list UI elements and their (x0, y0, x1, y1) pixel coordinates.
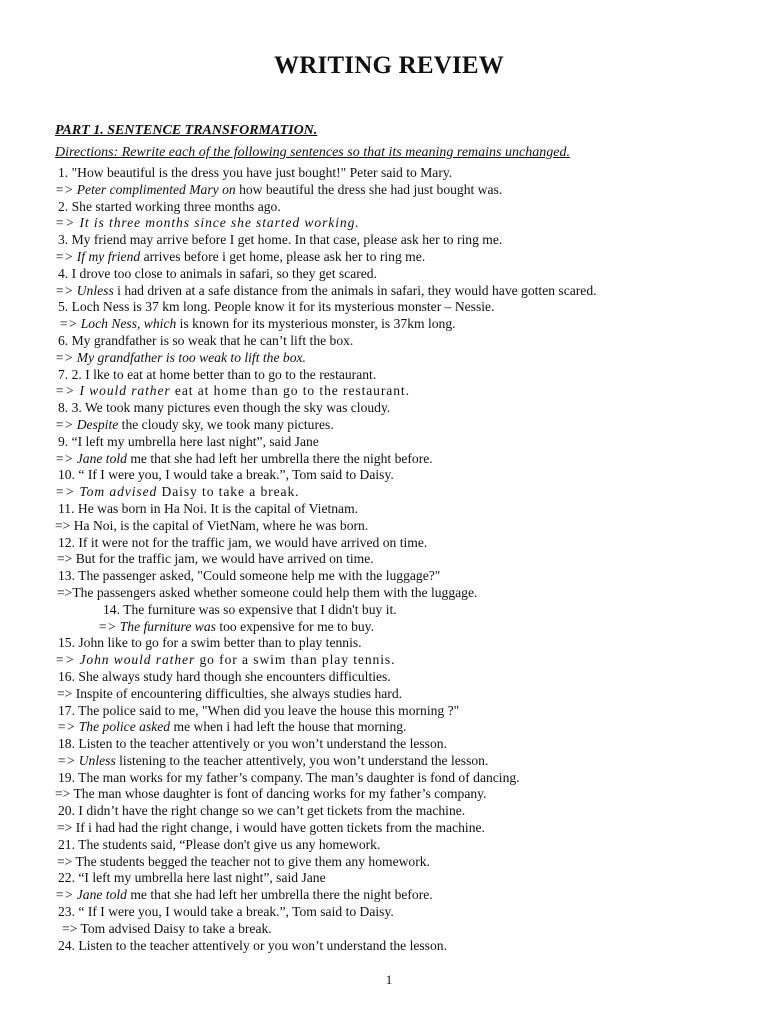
line-text: => But for the traffic jam, we would have arrived on time. (57, 551, 374, 567)
exercise-lines (0, 165, 768, 954)
answer-lead: => My grandfather is too weak to lift the box. (55, 349, 306, 365)
line-text: 20. I didn’t have the right change so we can’t get tickets from the machine. (58, 803, 466, 819)
exercise-line (0, 518, 768, 535)
exercise-line (0, 383, 768, 400)
line-text: 22. “I left my umbrella here last night”, said Jane (58, 870, 326, 886)
line-text: go for a swim than play tennis. (195, 652, 396, 668)
line-text: 12. If it were not for the traffic jam, we would have arrived on time. (58, 534, 428, 550)
exercise-line (0, 770, 768, 787)
answer-lead: => Despite (55, 416, 119, 432)
exercise-line (0, 635, 768, 652)
line-text: me when i had left the house that morning. (170, 719, 407, 735)
line-text: 8. 3. We took many pictures even though the sky was cloudy. (58, 400, 391, 416)
line-text: => The man whose daughter is font of dancing works for my father’s company. (55, 786, 487, 802)
line-text: me that she had left her umbrella there the night before. (126, 450, 433, 466)
line-text: i had driven at a safe distance from the animals in safari, they would have gotten scared. (113, 282, 597, 298)
exercise-line (0, 887, 768, 904)
line-text: is known for its mysterious monster, is 37km long. (176, 316, 456, 332)
exercise-line (0, 854, 768, 871)
answer-lead: => It is three months since she started working. (55, 215, 360, 231)
directions-text: Directions: Rewrite each of the following sentences so that its meaning remains unchanged. (55, 145, 570, 160)
exercise-line (0, 199, 768, 216)
exercise-line (0, 870, 768, 887)
exercise-line (0, 736, 768, 753)
line-text: 5. Loch Ness is 37 km long. People know it for its mysterious monster – Nessie. (58, 299, 495, 315)
exercise-line (0, 316, 768, 333)
line-text: 18. Listen to the teacher attentively or you won’t understand the lesson. (58, 736, 447, 752)
line-text: listening to the teacher attentively, you won’t understand the lesson. (115, 752, 489, 768)
line-text: 24. Listen to the teacher attentively or you won’t understand the lesson. (58, 937, 447, 953)
line-text: me that she had left her umbrella there the night before. (126, 887, 433, 903)
line-text: Daisy to take a break. (157, 484, 300, 500)
line-text: =>The passengers asked whether someone could help them with the luggage. (57, 584, 478, 600)
exercise-line (0, 602, 768, 619)
line-text: 23. “ If I were you, I would take a break.”, Tom said to Daisy. (58, 904, 394, 920)
line-text: => If i had had the right change, i would have gotten tickets from the machine. (57, 820, 485, 836)
exercise-line (0, 299, 768, 316)
exercise-line (0, 350, 768, 367)
exercise-line (0, 803, 768, 820)
exercise-line (0, 837, 768, 854)
exercise-line (0, 619, 768, 636)
exercise-line (0, 467, 768, 484)
line-text: => The students begged the teacher not to give them any homework. (57, 853, 430, 869)
exercise-line (0, 283, 768, 300)
line-text: 14. The furniture was so expensive that I didn't buy it. (103, 601, 397, 617)
answer-lead: => Unless (55, 282, 114, 298)
exercise-line (0, 232, 768, 249)
part-heading: PART 1. SENTENCE TRANSFORMATION. (55, 123, 318, 138)
exercise-line (0, 904, 768, 921)
line-text: => Ha Noi, is the capital of VietNam, where he was born. (55, 517, 369, 533)
line-text: 21. The students said, “Please don't give us any homework. (58, 836, 381, 852)
answer-lead: => Jane told (55, 450, 127, 466)
exercise-line (0, 215, 768, 232)
line-text: 6. My grandfather is so weak that he can’t lift the box. (58, 332, 354, 348)
line-text: the cloudy sky, we took many pictures. (118, 416, 334, 432)
exercise-line (0, 266, 768, 283)
line-text: 10. “ If I were you, I would take a break.”, Tom said to Daisy. (58, 467, 394, 483)
exercise-line (0, 417, 768, 434)
line-text: eat at home than go to the restaurant. (170, 383, 410, 399)
line-text: 17. The police said to me, "When did you leave the house this morning ?" (58, 702, 460, 718)
answer-lead: => The police asked (57, 719, 171, 735)
line-text: 11. He was born in Ha Noi. It is the capital of Vietnam. (58, 500, 359, 516)
line-text: 3. My friend may arrive before I get home. In that case, please ask her to ring me. (58, 232, 503, 248)
exercise-line (0, 501, 768, 518)
page-title: WRITING REVIEW (274, 52, 504, 79)
exercise-line (0, 585, 768, 602)
page-number: 1 (385, 972, 393, 987)
answer-lead: => Peter complimented Mary on (55, 181, 236, 197)
line-text: 4. I drove too close to animals in safari, so they get scared. (58, 265, 377, 281)
exercise-line (0, 367, 768, 384)
line-text: 9. “I left my umbrella here last night”, said Jane (58, 433, 319, 449)
line-text: => Tom advised Daisy to take a break. (62, 920, 272, 936)
exercise-line (0, 333, 768, 350)
exercise-line (0, 551, 768, 568)
answer-lead: => The furniture was (98, 618, 216, 634)
line-text: 13. The passenger asked, "Could someone help me with the luggage?" (58, 568, 441, 584)
exercise-line (0, 652, 768, 669)
exercise-line (0, 484, 768, 501)
exercise-line (0, 451, 768, 468)
line-text: => Inspite of encountering difficulties, she always studies hard. (57, 685, 403, 701)
exercise-line (0, 820, 768, 837)
exercise-line (0, 938, 768, 955)
line-text: 16. She always study hard though she encounters difficulties. (58, 668, 391, 684)
answer-lead: => John would rather (55, 652, 196, 668)
exercise-line (0, 669, 768, 686)
exercise-line (0, 703, 768, 720)
line-text: how beautiful the dress she had just bought was. (235, 181, 503, 197)
exercise-line (0, 686, 768, 703)
answer-lead: => Unless (57, 752, 116, 768)
exercise-line (0, 753, 768, 770)
exercise-line (0, 165, 768, 182)
exercise-line (0, 921, 768, 938)
answer-lead: => Jane told (55, 887, 127, 903)
answer-lead: => I would rather (55, 383, 171, 399)
line-text: 19. The man works for my father’s company. The man’s daughter is fond of dancing. (58, 769, 520, 785)
exercise-line (0, 786, 768, 803)
exercise-line (0, 400, 768, 417)
exercise-line (0, 182, 768, 199)
line-text: arrives before i get home, please ask her to ring me. (140, 248, 426, 264)
line-text: 15. John like to go for a swim better than to play tennis. (58, 635, 362, 651)
line-text: 7. 2. I lke to eat at home better than to go to the restaurant. (58, 366, 377, 382)
exercise-line (0, 568, 768, 585)
exercise-line (0, 535, 768, 552)
exercise-line (0, 719, 768, 736)
line-text: 1. "How beautiful is the dress you have just bought!" Peter said to Mary. (58, 165, 453, 180)
exercise-line (0, 249, 768, 266)
answer-lead: => Tom advised (55, 484, 158, 500)
exercise-line (0, 434, 768, 451)
line-text: too expensive for me to buy. (215, 618, 374, 634)
answer-lead: => If my friend (55, 248, 141, 264)
answer-lead: => Loch Ness, which (59, 316, 177, 332)
line-text: 2. She started working three months ago. (58, 198, 281, 214)
